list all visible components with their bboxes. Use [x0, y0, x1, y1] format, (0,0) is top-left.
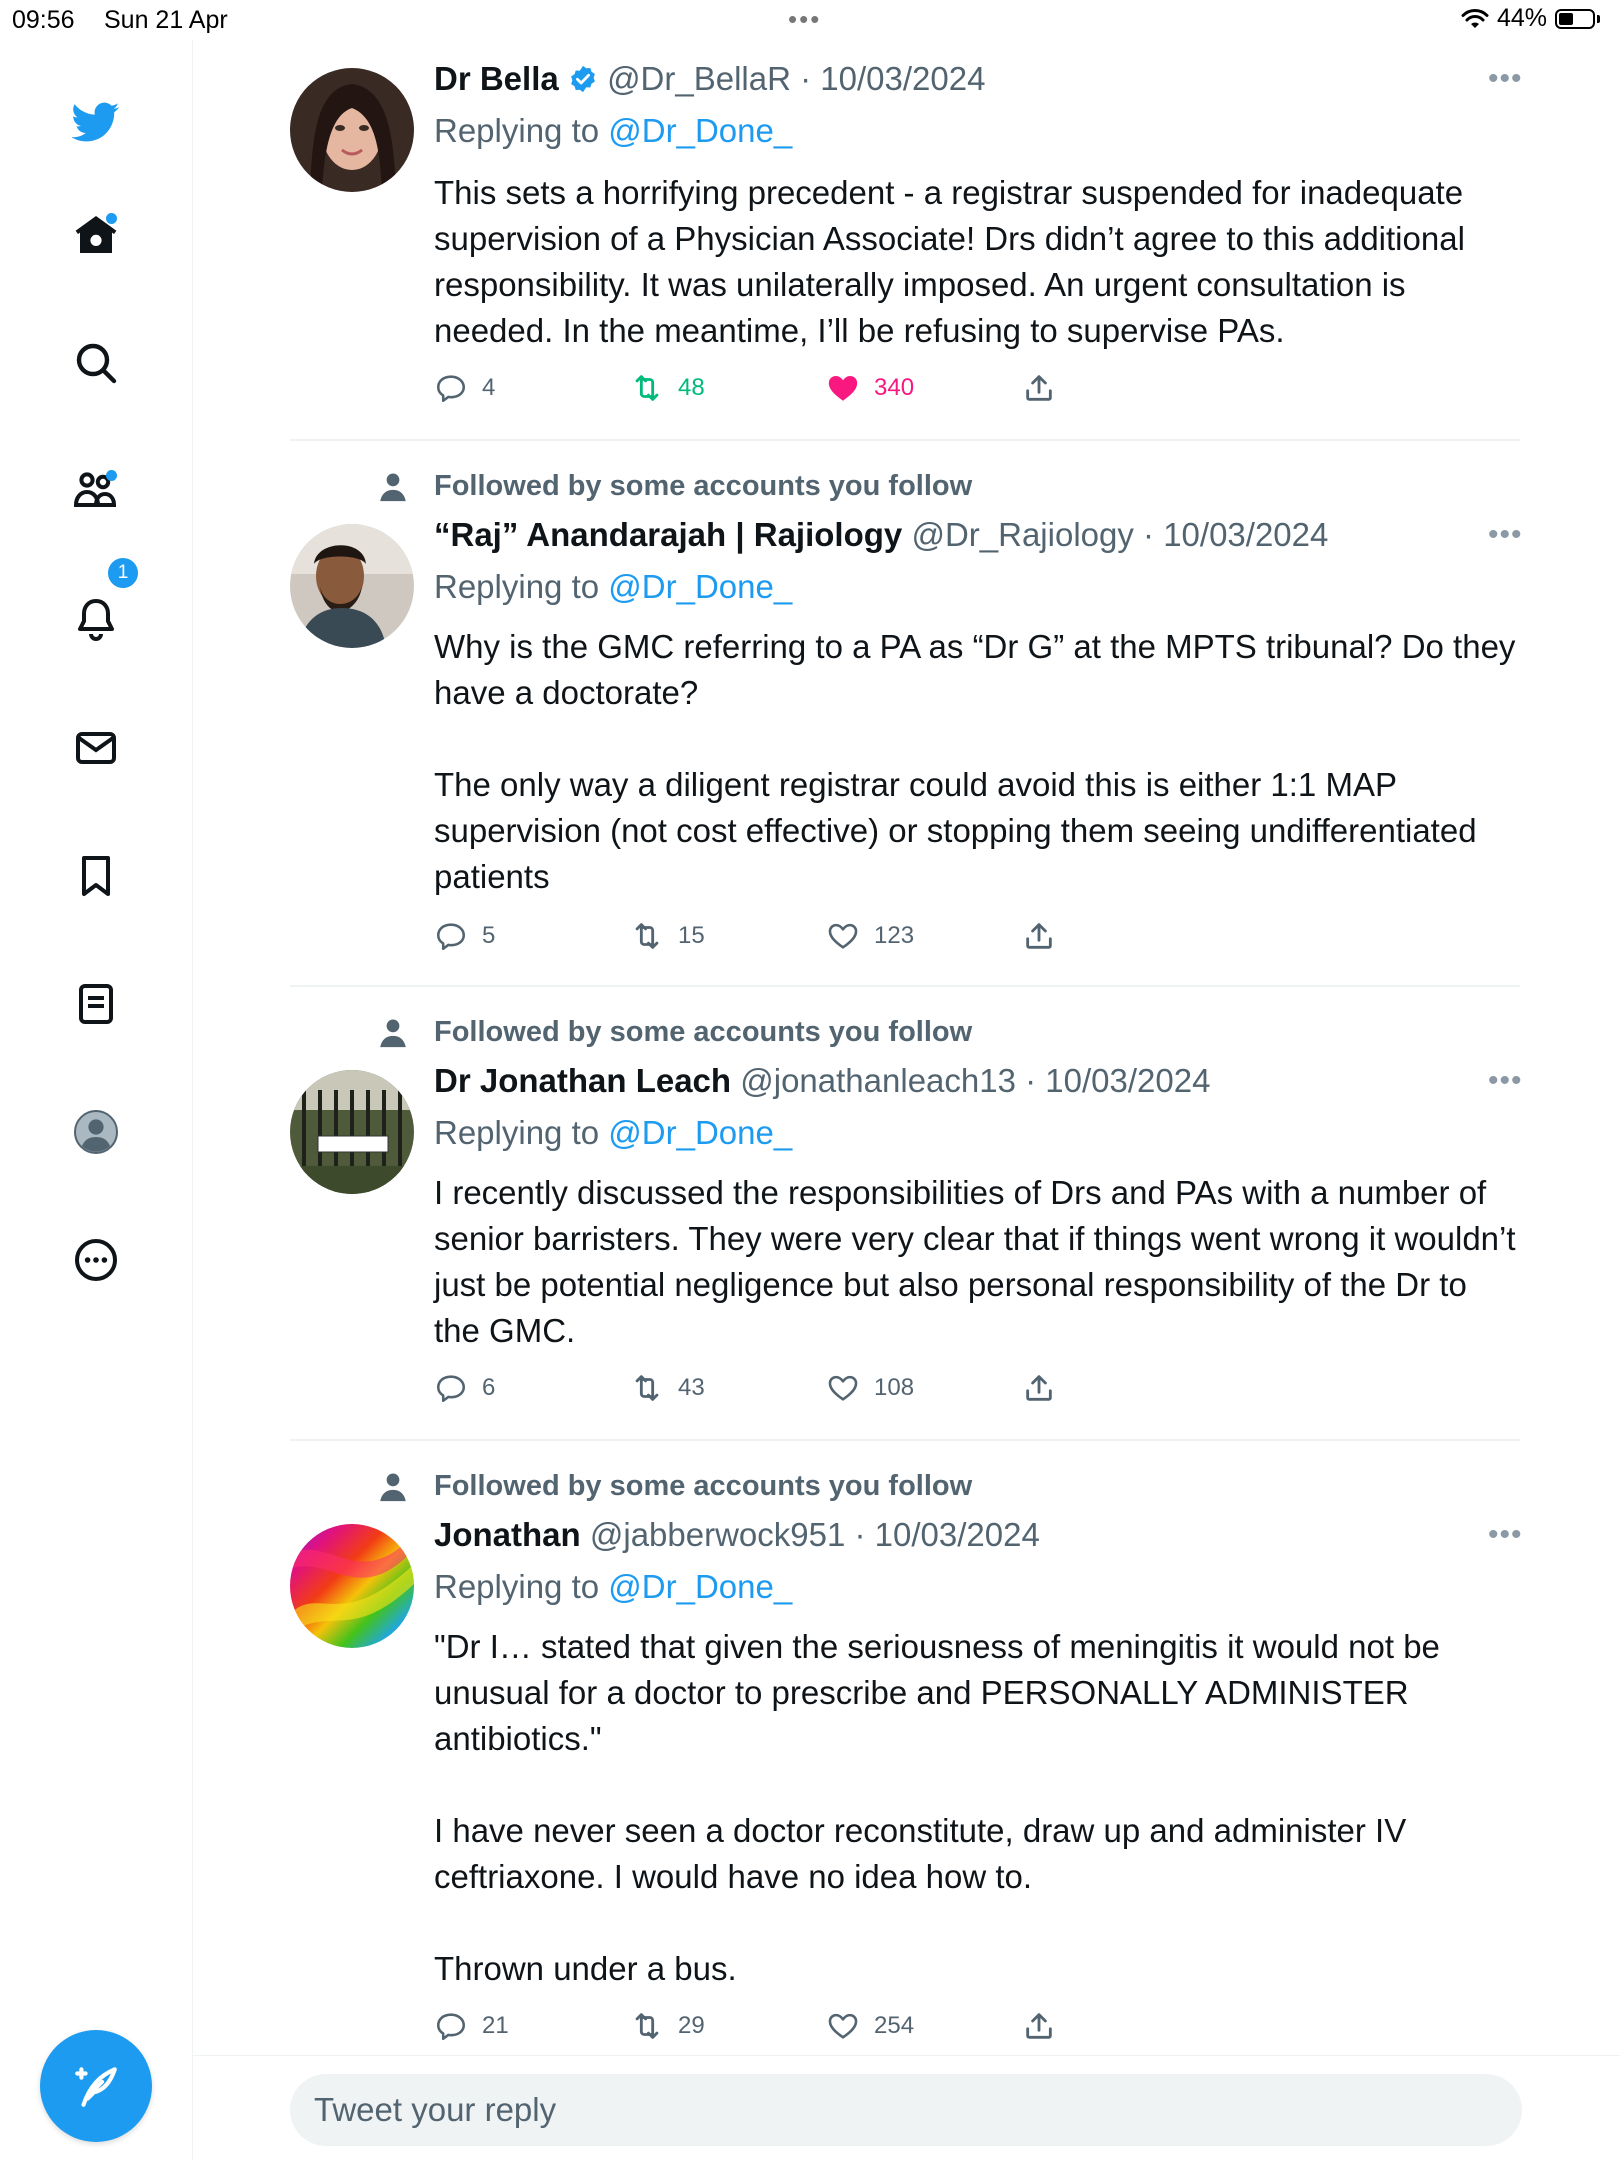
retweet-icon	[630, 2009, 664, 2043]
battery-icon	[1555, 9, 1595, 29]
wifi-icon	[1461, 8, 1489, 30]
retweet-count: 29	[678, 2012, 705, 2039]
bookmark-icon	[72, 852, 120, 900]
reply-bar	[192, 2055, 1620, 2161]
retweet-button[interactable]	[630, 916, 705, 956]
retweet-button[interactable]	[630, 2006, 705, 2046]
tweet-reply-input[interactable]	[290, 2074, 1522, 2146]
tweet-text: I recently discussed the responsibilities of Drs and PAs with a number of senior barristers. They were very clear that if things went wrong it wouldn’t just be potential negligence but also personal responsibility of the Dr to the GMC.	[434, 1174, 1525, 1349]
tweet-date[interactable]: 10/03/2024	[820, 60, 986, 97]
sidebar-item-bookmarks[interactable]	[64, 844, 128, 908]
reply-icon	[434, 371, 468, 405]
verified-badge-icon	[568, 64, 598, 94]
reply-icon	[434, 1371, 468, 1405]
reply-button[interactable]	[434, 368, 495, 408]
status-indicators	[1461, 4, 1600, 33]
tweet-divider	[290, 439, 1520, 441]
compose-tweet-button[interactable]	[40, 2030, 152, 2142]
share-icon	[1022, 1371, 1056, 1405]
tweet[interactable]	[290, 466, 1523, 986]
like-button[interactable]	[826, 2006, 914, 2046]
share-icon	[1022, 919, 1056, 953]
more-options-icon[interactable]: •••	[1488, 1518, 1523, 1551]
tweet-header: “Raj” Anandarajah | Rajiology @Dr_Rajiology · 10/03/2024	[434, 516, 1329, 553]
sidebar	[0, 40, 193, 2160]
like-button[interactable]	[826, 1368, 914, 1408]
like-count: 340	[874, 374, 915, 401]
sidebar-item-communities[interactable]	[64, 459, 128, 523]
author-handle[interactable]: @Dr_Rajiology	[911, 516, 1134, 553]
tweet-date[interactable]: 10/03/2024	[1163, 516, 1329, 553]
multitasking-dots-icon[interactable]: •••	[788, 4, 822, 34]
tweet[interactable]	[290, 1012, 1525, 1437]
replying-to-mention[interactable]: @Dr_Done_	[608, 1568, 793, 1605]
like-count: 108	[874, 1374, 915, 1401]
replying-to-mention[interactable]: @Dr_Done_	[608, 112, 793, 149]
sidebar-item-explore[interactable]	[64, 331, 128, 395]
tweet-actions	[434, 2006, 1134, 2046]
replying-to: Replying to @Dr_Done_	[434, 112, 793, 149]
more-options-icon[interactable]: •••	[1488, 62, 1523, 95]
reply-count: 4	[482, 374, 496, 401]
tweet-divider	[290, 985, 1520, 987]
author-name[interactable]: Dr Jonathan Leach	[434, 1062, 732, 1099]
tweet-text: "Dr I… stated that given the seriousness of meningitis it would not be unusual for a doctor to prescribe and PERSONALLY ADMINISTER antibiotics." I have never seen a doctor reconstitute, draw up and administer IV ceftriaxone. I would have no idea how to. Thrown under a bus.	[434, 1628, 1440, 1987]
heart-icon	[826, 1371, 860, 1405]
tweet-date[interactable]: 10/03/2024	[1045, 1062, 1211, 1099]
reply-icon	[434, 2009, 468, 2043]
share-button[interactable]	[1022, 1368, 1056, 1408]
social-context: Followed by some accounts you follow	[434, 1016, 973, 1048]
tweet-actions	[434, 916, 1134, 956]
tweet-header: Dr Bella @Dr_BellaR · 10/03/2024	[434, 60, 986, 97]
avatar[interactable]	[290, 1070, 414, 1194]
home-notification-dot	[106, 213, 117, 224]
retweet-icon	[630, 919, 664, 953]
profile-icon	[72, 1108, 120, 1156]
reply-button[interactable]	[434, 916, 495, 956]
share-icon	[1022, 2009, 1056, 2043]
reply-count: 6	[482, 1374, 496, 1401]
mail-icon	[72, 724, 120, 772]
author-handle[interactable]: @jabberwock951	[589, 1516, 846, 1553]
person-icon	[376, 1470, 410, 1504]
tweet-actions	[434, 368, 1134, 408]
avatar[interactable]	[290, 524, 414, 648]
twitter-logo-icon[interactable]	[64, 90, 128, 154]
battery-percent: 44%	[1496, 4, 1547, 32]
avatar[interactable]	[290, 68, 414, 192]
tweet-date[interactable]: 10/03/2024	[874, 1516, 1040, 1553]
retweet-button[interactable]	[630, 1368, 705, 1408]
heart-icon	[826, 919, 860, 953]
more-circle-icon	[72, 1236, 120, 1284]
reply-count: 5	[482, 922, 496, 949]
share-icon	[1022, 371, 1056, 405]
status-date: Sun 21 Apr	[104, 6, 228, 34]
retweet-count: 15	[678, 922, 705, 949]
person-icon	[376, 1016, 410, 1050]
retweet-button[interactable]	[630, 368, 705, 408]
heart-filled-icon	[826, 371, 860, 405]
retweet-icon	[630, 1371, 664, 1405]
sidebar-item-more[interactable]	[64, 1228, 128, 1292]
reply-button[interactable]	[434, 1368, 495, 1408]
tweet-text: Why is the GMC referring to a PA as “Dr G” at the MPTS tribunal? Do they have a doctorate? The only way a diligent registrar could avoid this is either 1:1 MAP supervision (not cost effective) or stopping them seeing undifferentiated patients	[434, 628, 1516, 895]
retweet-icon	[630, 371, 664, 405]
replying-to-mention[interactable]: @Dr_Done_	[608, 1114, 793, 1151]
author-name[interactable]: Dr Bella	[434, 60, 559, 97]
communities-notification-dot	[106, 470, 117, 481]
tweet-actions	[434, 1368, 1134, 1408]
replying-to: Replying to @Dr_Done_	[434, 1568, 793, 1605]
tweet-header: Dr Jonathan Leach @jonathanleach13 · 10/03/2024	[434, 1062, 1211, 1099]
sidebar-item-messages[interactable]	[64, 716, 128, 780]
tweet-text: This sets a horrifying precedent - a registrar suspended for inadequate supervision of a Physician Associate! Drs didn’t agree to this additional responsibility. It was unilaterally imposed. An urgent consultation is needed. In the meantime, I’ll be refusing to supervise PAs.	[434, 174, 1475, 349]
author-name[interactable]: Jonathan	[434, 1516, 581, 1553]
like-button[interactable]	[826, 916, 914, 956]
social-context: Followed by some accounts you follow	[434, 470, 973, 502]
tweet[interactable]	[290, 1466, 1523, 2056]
sidebar-item-profile[interactable]	[64, 1100, 128, 1164]
like-count: 123	[874, 922, 915, 949]
sidebar-item-home[interactable]	[64, 203, 128, 267]
search-icon	[72, 339, 120, 387]
share-button[interactable]	[1022, 2006, 1056, 2046]
sidebar-item-lists[interactable]	[64, 972, 128, 1036]
tweet-header: Jonathan @jabberwock951 · 10/03/2024	[434, 1516, 1040, 1553]
status-time: 09:56	[12, 6, 75, 34]
like-count: 254	[874, 2012, 915, 2039]
social-context: Followed by some accounts you follow	[434, 1470, 973, 1502]
like-button[interactable]	[826, 368, 914, 408]
replying-to: Replying to @Dr_Done_	[434, 568, 793, 605]
reply-count: 21	[482, 2012, 509, 2039]
tweet-divider	[290, 1439, 1520, 1441]
bell-icon	[72, 595, 120, 643]
avatar[interactable]	[290, 1524, 414, 1648]
author-handle[interactable]: @jonathanleach13	[740, 1062, 1016, 1099]
share-button[interactable]	[1022, 916, 1056, 956]
replying-to-mention[interactable]: @Dr_Done_	[608, 568, 793, 605]
more-options-icon[interactable]: •••	[1488, 1064, 1523, 1097]
list-icon	[72, 980, 120, 1028]
author-name[interactable]: “Raj” Anandarajah | Rajiology	[434, 516, 903, 553]
heart-icon	[826, 2009, 860, 2043]
person-icon	[376, 470, 410, 504]
sidebar-item-notifications[interactable]	[64, 587, 128, 651]
reply-icon	[434, 919, 468, 953]
compose-tweet-icon	[71, 2061, 121, 2111]
status-bar	[0, 0, 1620, 40]
notifications-badge: 1	[106, 556, 140, 590]
more-options-icon[interactable]: •••	[1488, 518, 1523, 551]
author-handle[interactable]: @Dr_BellaR	[607, 60, 791, 97]
tweet[interactable]	[290, 60, 1523, 440]
retweet-count: 48	[678, 374, 705, 401]
share-button[interactable]	[1022, 368, 1056, 408]
retweet-count: 43	[678, 1374, 705, 1401]
replying-to: Replying to @Dr_Done_	[434, 1114, 793, 1151]
reply-button[interactable]	[434, 2006, 509, 2046]
